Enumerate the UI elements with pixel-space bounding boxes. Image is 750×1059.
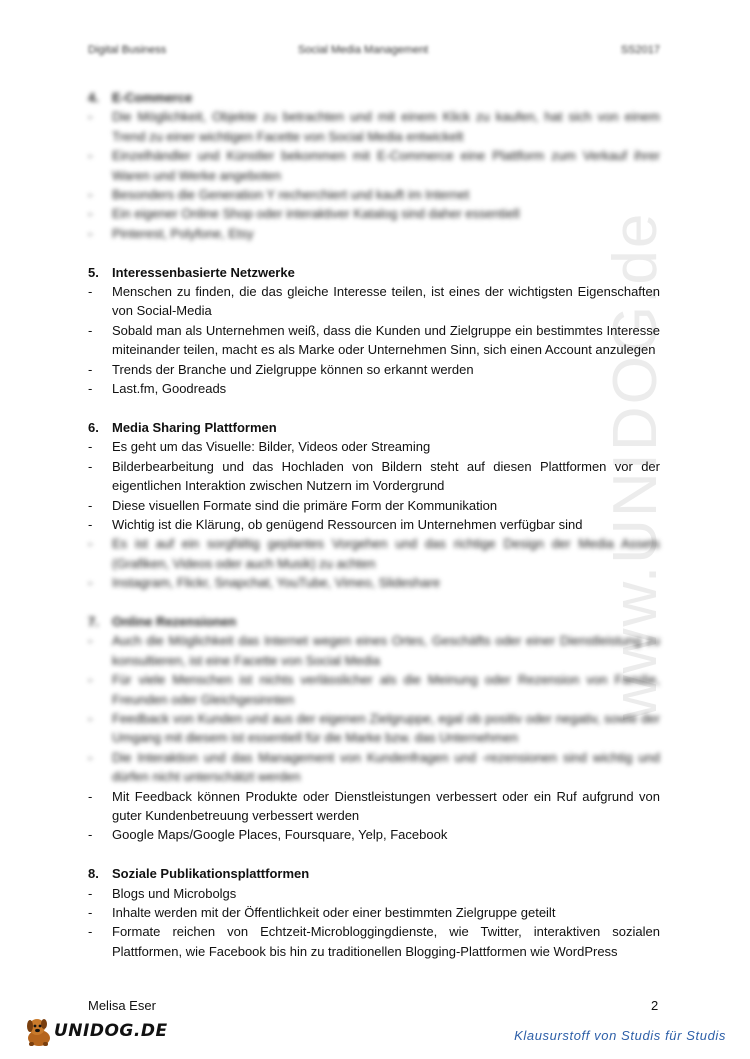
- page-header: [88, 44, 660, 62]
- list-item-text: Inhalte werden mit der Öffentlichkeit oder einer bestimmten Zielgruppe geteilt: [112, 905, 556, 920]
- list-item-text: Die Interaktion und das Management von Kundenfragen und -rezensionen sind wichtig und dürfen nicht unterschätzt werden: [112, 749, 660, 785]
- list-dash: -: [88, 749, 93, 765]
- bullet-list: [88, 437, 660, 592]
- list-item-text: Pinterest, Polyfone, Etsy: [112, 225, 254, 241]
- list-dash: -: [88, 788, 93, 804]
- list-item-text: Einzelhändler und Künstler bekommen mit E-Commerce eine Plattform zum Verkauf ihrer Waren und Werke angeboten: [112, 148, 660, 183]
- section-number: 7.: [88, 613, 99, 629]
- list-item-text: Instagram, Flickr, Snapchat, YouTube, Vimeo, Slideshare: [112, 575, 441, 591]
- list-item-text: Feedback von Kunden und aus der eigenen Zielgruppe, egal ob positiv oder negativ, sowie der Umgang mit diesem ist essentiell für die Marke bzw. das Unternehmen: [112, 710, 660, 746]
- section-number: 8.: [88, 866, 99, 882]
- list-item: [88, 903, 660, 922]
- section: [88, 418, 660, 593]
- list-item: [88, 670, 660, 709]
- section-number: 6.: [88, 419, 99, 435]
- list-dash: -: [88, 458, 93, 474]
- list-dash: -: [88, 322, 93, 338]
- list-item: [88, 185, 660, 204]
- section-number: 5.: [88, 264, 99, 280]
- list-dash: -: [88, 439, 93, 455]
- list-item-text: Mit Feedback können Produkte oder Dienstleistungen verbessert oder ein Ruf aufgrund von guter Kundenbetreuung verbessert werden: [112, 788, 660, 823]
- list-item: [88, 922, 660, 961]
- section: [88, 612, 660, 845]
- list-item: [88, 457, 660, 496]
- bullet-list: [88, 282, 660, 398]
- list-item: [88, 515, 660, 534]
- list-item: [88, 282, 660, 321]
- list-item: [88, 437, 660, 456]
- list-item-text: Blogs und Microbolgs: [112, 885, 237, 901]
- list-item: [88, 748, 660, 787]
- list-dash: -: [88, 575, 93, 591]
- list-item: [88, 787, 660, 826]
- list-dash: -: [88, 924, 93, 940]
- list-dash: -: [88, 187, 93, 203]
- watermark: www.UNIDOG.de: [601, 211, 670, 720]
- list-item-text: Es ist auf ein sorgfältig geplantes Vorgehen und das richtige Design der Media Assets (Grafiken, Videos oder auch Musik) zu achten: [112, 536, 660, 571]
- section: [88, 263, 660, 399]
- list-item: [88, 321, 660, 360]
- section-number: 4.: [88, 90, 99, 105]
- list-dash: -: [88, 905, 93, 920]
- section-heading: [88, 612, 660, 631]
- page-number: 2: [651, 998, 659, 1013]
- list-item: [88, 204, 660, 223]
- list-dash: -: [88, 516, 93, 532]
- list-item-text: Es geht um das Visuelle: Bilder, Videos oder Streaming: [112, 439, 431, 455]
- section-title: Soziale Publikationsplattformen: [112, 866, 310, 882]
- tagline: Klausurstoff von Studis für Studis: [514, 1028, 726, 1043]
- bullet-list: [88, 631, 660, 844]
- document-body: [88, 88, 660, 981]
- section: [88, 864, 660, 961]
- list-dash: -: [88, 109, 93, 125]
- list-dash: -: [88, 710, 93, 726]
- list-item-text: Trends der Branche und Zielgruppe können so erkannt werden: [112, 361, 474, 377]
- list-item-text: Menschen zu finden, die das gleiche Interesse teilen, ist eines der wichtigsten Eigenschaften von Social-Media: [112, 284, 660, 319]
- list-dash: -: [88, 672, 93, 688]
- list-item-text: Besonders die Generation Y recherchiert und kauft im Internet: [112, 187, 470, 203]
- list-dash: -: [88, 361, 93, 377]
- section: [88, 88, 660, 243]
- section-title: E-Commerce: [112, 90, 193, 105]
- list-dash: -: [88, 225, 93, 241]
- section-heading: [88, 263, 660, 282]
- section-title: Online Rezensionen: [112, 613, 237, 629]
- list-item: [88, 360, 660, 379]
- list-item-text: Die Möglichkeit, Objekte zu betrachten und mit einem Klick zu kaufen, hat sich von einem Trend zu einer wichtigen Facette von Social Media entwickelt: [112, 109, 660, 144]
- list-item: [88, 825, 660, 844]
- list-dash: -: [88, 885, 93, 901]
- list-dash: -: [88, 827, 93, 843]
- list-item-text: Diese visuellen Formate sind die primäre Form der Kommunikation: [112, 497, 498, 513]
- logo-text: UNIDOG.DE: [54, 1021, 168, 1041]
- header-course: Digital Business: [88, 44, 167, 56]
- list-item: [88, 107, 660, 146]
- unidog-logo[interactable]: [22, 1014, 168, 1048]
- bullet-list: [88, 107, 660, 243]
- list-item-text: Sobald man als Unternehmen weiß, dass die Kunden und Zielgruppe ein bestimmtes Interesse miteinander teilen, macht es als Marke oder Unternehmen Sinn, sich einen Account anzulegen: [112, 322, 660, 358]
- list-dash: -: [88, 497, 93, 513]
- list-item-text: Für viele Menschen ist nichts verlässlicher als die Meinung oder Rezension von Familie, Freunden oder Gleichgesinnten: [112, 672, 660, 707]
- list-item-text: Ein eigener Online Shop oder interaktiver Katalog sind daher essentiell: [112, 206, 520, 222]
- list-item: [88, 496, 660, 515]
- list-item-text: Wichtig ist die Klärung, ob genügend Ressourcen im Unternehmen verfügbar sind: [112, 516, 583, 532]
- list-dash: -: [88, 633, 93, 649]
- dog-mascot-icon: [22, 1014, 56, 1048]
- list-item: [88, 884, 660, 903]
- list-item: [88, 379, 660, 398]
- list-item: [88, 534, 660, 573]
- list-item-text: Last.fm, Goodreads: [112, 381, 227, 397]
- section-heading: [88, 864, 660, 883]
- list-item-text: Bilderbearbeitung und das Hochladen von Bildern steht auf diesen Plattformen vor der eigentlichen Interaktion zwischen Nutzern im Vordergrund: [112, 458, 660, 494]
- list-dash: -: [88, 148, 93, 164]
- header-semester: SS2017: [620, 44, 660, 56]
- section-heading: [88, 418, 660, 437]
- list-item-text: Formate reichen von Echtzeit-Microbloggingdienste, wie Twitter, interaktiven sozialen Plattformen, wie Facebook bis hin zu traditionellen Blogging-Plattformen wie WordPress: [112, 924, 660, 959]
- section-title: Media Sharing Plattformen: [112, 419, 277, 435]
- footer-author: Melisa Eser: [88, 998, 156, 1013]
- list-dash: -: [88, 284, 93, 300]
- list-dash: -: [88, 536, 93, 552]
- bullet-list: [88, 884, 660, 962]
- list-dash: -: [88, 381, 93, 397]
- list-item: [88, 224, 660, 243]
- list-item: [88, 631, 660, 670]
- list-item-text: Google Maps/Google Places, Foursquare, Yelp, Facebook: [112, 827, 448, 843]
- list-item: [88, 709, 660, 748]
- section-title: Interessenbasierte Netzwerke: [112, 264, 295, 280]
- section-heading: [88, 88, 660, 107]
- list-item: [88, 573, 660, 592]
- list-item-text: Auch die Möglichkeit das Internet wegen eines Ortes, Geschäfts oder einer Dienstleistung zu konsultieren, ist eine Facette von Social Media: [112, 633, 660, 668]
- header-topic: Social Media Management: [298, 44, 429, 56]
- list-dash: -: [88, 206, 93, 222]
- list-item: [88, 146, 660, 185]
